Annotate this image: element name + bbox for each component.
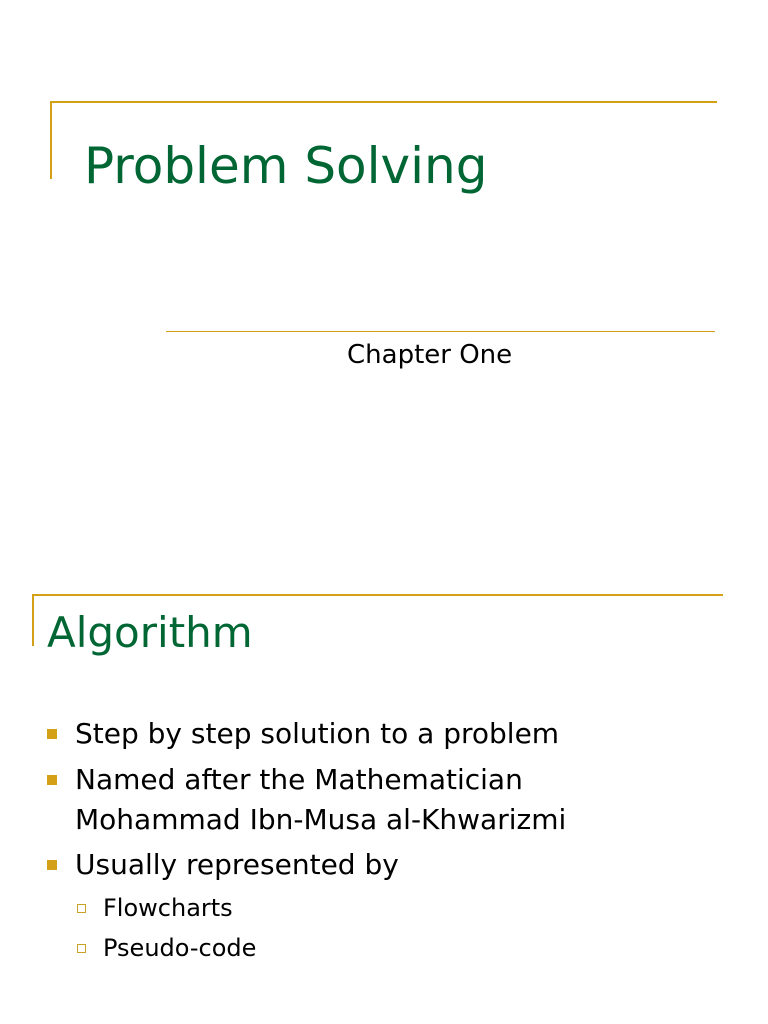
top-accent-rule	[32, 594, 723, 596]
bullet-text: Step by step solution to a problem	[75, 717, 560, 750]
bullet-continuation	[75, 800, 566, 840]
square-bullet-icon	[47, 775, 57, 785]
square-bullet-icon	[47, 860, 57, 870]
bullet-text-line-1: Named after the Mathematician	[75, 763, 523, 796]
square-bullet-icon	[47, 729, 57, 739]
bullet-item	[75, 714, 559, 754]
sub-bullet-item	[103, 891, 233, 925]
sub-bullet-text: Pseudo-code	[103, 934, 257, 962]
hollow-square-bullet-icon	[77, 944, 86, 953]
top-accent-rule	[50, 101, 717, 103]
content-slide	[0, 575, 768, 1024]
slide-title: Problem Solving	[84, 137, 488, 195]
bullet-item	[75, 760, 523, 800]
left-accent-rule	[32, 594, 34, 646]
sub-bullet-item	[103, 931, 256, 965]
bullet-text-line-2: Mohammad Ibn-Musa al-Khwarizmi	[75, 803, 567, 836]
bullet-item	[75, 845, 399, 885]
slide-subtitle: Chapter One	[347, 340, 513, 370]
bullet-text: Usually represented by	[75, 848, 399, 881]
slide-title: Algorithm	[47, 608, 253, 657]
subtitle-divider-rule	[166, 331, 715, 332]
left-accent-rule	[50, 101, 52, 179]
sub-bullet-text: Flowcharts	[103, 894, 233, 922]
hollow-square-bullet-icon	[77, 904, 86, 913]
